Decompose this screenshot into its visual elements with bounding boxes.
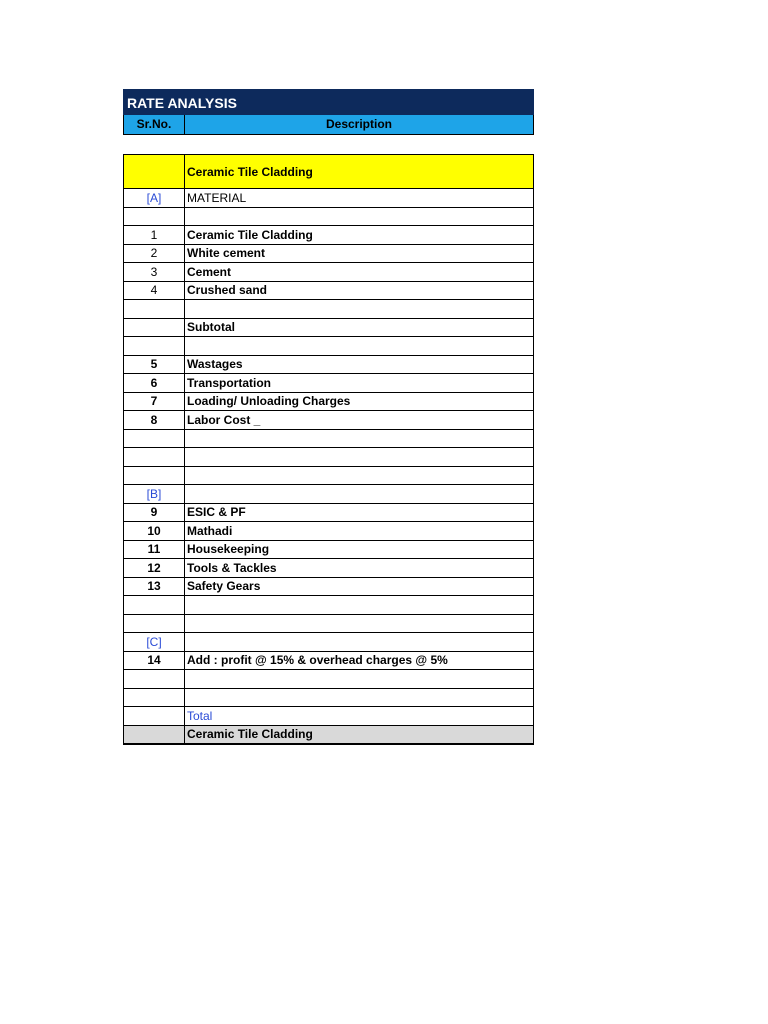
heading-description-cell[interactable]: Ceramic Tile Cladding <box>185 155 534 189</box>
table-row <box>124 337 534 356</box>
table-row <box>124 392 534 411</box>
table-row <box>124 411 534 430</box>
sheet-title: RATE ANALYSIS <box>123 89 534 115</box>
table-row <box>124 207 534 226</box>
table-row <box>124 707 534 726</box>
row-description-cell[interactable] <box>185 614 534 633</box>
row-description-cell[interactable]: Loading/ Unloading Charges <box>185 392 534 411</box>
table-row <box>124 374 534 393</box>
column-header-sr-no: Sr.No. <box>124 115 185 134</box>
row-sn-cell[interactable] <box>124 337 185 356</box>
row-sn-cell[interactable]: [A] <box>124 189 185 208</box>
row-sn-cell[interactable] <box>124 207 185 226</box>
final-sn-cell[interactable] <box>124 725 185 744</box>
row-description-cell[interactable] <box>185 429 534 448</box>
table-row <box>124 540 534 559</box>
row-description-cell[interactable] <box>185 337 534 356</box>
row-sn-cell[interactable] <box>124 466 185 485</box>
row-description-cell[interactable] <box>185 485 534 504</box>
table-row <box>124 522 534 541</box>
row-sn-cell[interactable] <box>124 448 185 467</box>
row-description-cell[interactable]: White cement <box>185 244 534 263</box>
table-row <box>124 503 534 522</box>
row-description-cell[interactable] <box>185 633 534 652</box>
row-description-cell[interactable]: Transportation <box>185 374 534 393</box>
row-sn-cell[interactable]: 13 <box>124 577 185 596</box>
row-description-cell[interactable]: Cement <box>185 263 534 282</box>
heading-sn-cell[interactable] <box>124 155 185 189</box>
row-description-cell[interactable]: Wastages <box>185 355 534 374</box>
table-row <box>124 226 534 245</box>
row-sn-cell[interactable]: 8 <box>124 411 185 430</box>
table-row <box>124 577 534 596</box>
row-description-cell[interactable] <box>185 466 534 485</box>
row-description-cell[interactable]: Subtotal <box>185 318 534 337</box>
row-description-cell[interactable]: Add : profit @ 15% & overhead charges @ 5% <box>185 651 534 670</box>
table-row <box>124 244 534 263</box>
row-sn-cell[interactable]: 9 <box>124 503 185 522</box>
table-row <box>124 670 534 689</box>
row-description-cell[interactable] <box>185 448 534 467</box>
table-row <box>124 614 534 633</box>
row-sn-cell[interactable]: 3 <box>124 263 185 282</box>
table-row <box>124 318 534 337</box>
row-description-cell[interactable]: Tools & Tackles <box>185 559 534 578</box>
row-sn-cell[interactable]: 5 <box>124 355 185 374</box>
row-description-cell[interactable]: Ceramic Tile Cladding <box>185 226 534 245</box>
row-sn-cell[interactable]: [C] <box>124 633 185 652</box>
table-row <box>124 466 534 485</box>
row-sn-cell[interactable]: 4 <box>124 281 185 300</box>
table-row <box>124 281 534 300</box>
rate-analysis-sheet <box>123 89 534 745</box>
row-description-cell[interactable]: Labor Cost _ <box>185 411 534 430</box>
row-description-cell[interactable] <box>185 207 534 226</box>
row-sn-cell[interactable]: 6 <box>124 374 185 393</box>
row-sn-cell[interactable] <box>124 300 185 319</box>
row-description-cell[interactable]: ESIC & PF <box>185 503 534 522</box>
row-sn-cell[interactable]: 10 <box>124 522 185 541</box>
table-row <box>124 688 534 707</box>
row-sn-cell[interactable]: [B] <box>124 485 185 504</box>
table-row <box>124 633 534 652</box>
rate-table <box>123 154 534 745</box>
table-row <box>124 448 534 467</box>
row-sn-cell[interactable] <box>124 614 185 633</box>
row-sn-cell[interactable]: 14 <box>124 651 185 670</box>
row-sn-cell[interactable] <box>124 688 185 707</box>
table-row <box>124 355 534 374</box>
final-total-row <box>124 725 534 744</box>
row-description-cell[interactable]: Housekeeping <box>185 540 534 559</box>
row-description-cell[interactable] <box>185 596 534 615</box>
table-row <box>124 263 534 282</box>
row-sn-cell[interactable]: 2 <box>124 244 185 263</box>
final-description-cell[interactable]: Ceramic Tile Cladding <box>185 725 534 744</box>
row-sn-cell[interactable]: 12 <box>124 559 185 578</box>
row-description-cell[interactable]: Mathadi <box>185 522 534 541</box>
section-heading-row <box>124 155 534 189</box>
table-row <box>124 300 534 319</box>
row-description-cell[interactable]: Total <box>185 707 534 726</box>
row-sn-cell[interactable]: 7 <box>124 392 185 411</box>
row-description-cell[interactable]: Safety Gears <box>185 577 534 596</box>
table-row <box>124 189 534 208</box>
row-sn-cell[interactable] <box>124 707 185 726</box>
row-sn-cell[interactable] <box>124 429 185 448</box>
table-row <box>124 485 534 504</box>
row-sn-cell[interactable] <box>124 670 185 689</box>
row-description-cell[interactable] <box>185 300 534 319</box>
row-sn-cell[interactable]: 11 <box>124 540 185 559</box>
row-description-cell[interactable]: MATERIAL <box>185 189 534 208</box>
table-row <box>124 651 534 670</box>
row-description-cell[interactable]: Crushed sand <box>185 281 534 300</box>
table-row <box>124 596 534 615</box>
row-sn-cell[interactable] <box>124 318 185 337</box>
row-description-cell[interactable] <box>185 670 534 689</box>
column-header-row <box>123 115 534 135</box>
table-row <box>124 559 534 578</box>
row-sn-cell[interactable] <box>124 596 185 615</box>
table-row <box>124 429 534 448</box>
column-header-description: Description <box>325 117 392 131</box>
row-sn-cell[interactable]: 1 <box>124 226 185 245</box>
row-description-cell[interactable] <box>185 688 534 707</box>
